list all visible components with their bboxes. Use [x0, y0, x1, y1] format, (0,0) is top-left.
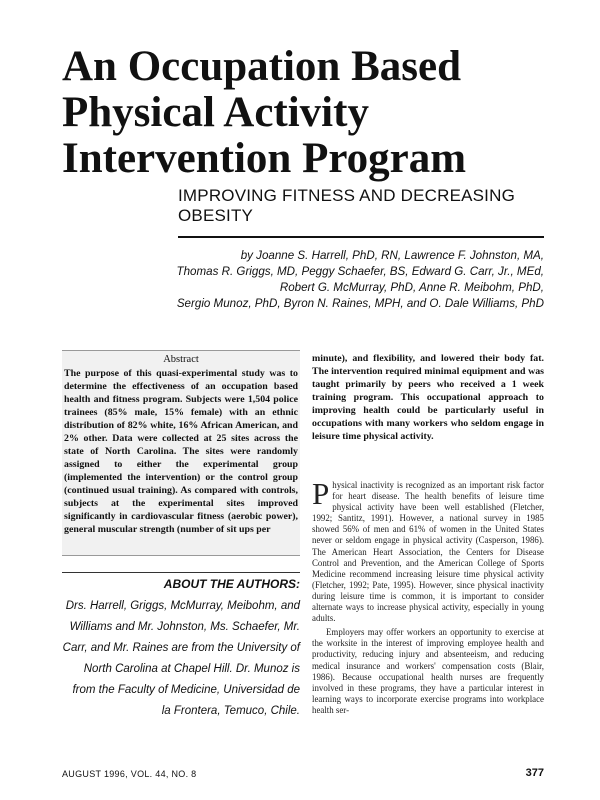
- body-paragraph-text: hysical inactivity is recognized as an important risk factor for heart disease. The health benefits of leisure time physical activity have been well established (Fletcher, 1992; Santitz, 1991). However, a national survey in 1985 showed 56% of men and 61% of women in the United States never or seldom engage in physical activity (Casperson, 1986). The American Heart Association, the Centers for Disease Control and Prevention, and the American College of Sports Medicine recommend increasing leisure time physical activity (Fletcher, 1992; Pate, 1995). However, since physical inactivity during leisure time is common, it is important to consider alternate ways to increase physical activity, especially in young adults.: [312, 480, 544, 624]
- abstract-heading: Abstract: [163, 354, 199, 365]
- article-body: [312, 476, 544, 716]
- article-subtitle: IMPROVING FITNESS AND DECREASING OBESITY: [178, 186, 516, 225]
- author-line: by Joanne S. Harrell, PhD, RN, Lawrence F. Johnston, MA,: [240, 249, 544, 262]
- about-authors-heading: ABOUT THE AUTHORS:: [62, 572, 300, 591]
- abstract-box: [62, 350, 300, 556]
- author-line: Thomas R. Griggs, MD, Peggy Schaefer, BS, Edward G. Carr, Jr., MEd,: [176, 265, 544, 278]
- page-number: 377: [525, 767, 544, 779]
- author-list: [150, 248, 544, 312]
- abstract-text-continued: minute), and flexibility, and lowered their body fat. The intervention required minimal equipment and was taught primarily by peers who received a 1 week training program. This occupational approach to improving health could be particularly useful in occupations with many workers who seldom engage in leisure time physical activity.: [312, 353, 544, 442]
- abstract-text: The purpose of this quasi-experimental study was to determine the effectiveness of an occupation based health and fitness program. Subjects were 1,504 police trainees (85% male, 15% female) with an ethnic distribution of 82% white, 16% African American, and 2% other. Data were collected at 25 sites across the state of North Carolina. The sites were randomly assigned to either the experimental group (implemented the intervention) or the control group (continued usual training). As compared with controls, subjects at the experimental sites improved significantly in cardiovascular fitness (aerobic power), general muscular strength (number of sit ups per: [64, 368, 298, 535]
- author-line: Sergio Munoz, PhD, Byron N. Raines, MPH, and O. Dale Williams, PhD: [176, 297, 544, 310]
- article-title: An Occupation Based Physical Activity Intervention Program: [62, 43, 467, 182]
- drop-cap: P: [312, 476, 330, 511]
- body-paragraph: [312, 476, 544, 624]
- about-authors-text: Drs. Harrell, Griggs, McMurray, Meibohm, and Williams and Mr. Johnston, Ms. Schaefer, Mr. Carr, and Mr. Raines are from the University of North Carolina at Chapel Hill. Dr. Munoz is from the Faculty of Medicine, Universidad de la Frontera, Temuco, Chile.: [62, 600, 300, 717]
- journal-issue: AUGUST 1996, VOL. 44, NO. 8: [62, 769, 197, 779]
- body-paragraph: Employers may offer workers an opportunity to exercise at the worksite in the interest of improving employee health and productivity, reducing injury and absenteeism, and reducing medical insurance and workers' compensation costs (Blair, 1986). Because occupational health nurses are frequently involved in these programs, they have a particular interest in learning ways to incorporate exercise programs into workplace health ser-: [312, 627, 544, 715]
- author-line: Robert G. McMurray, PhD, Anne R. Meibohm, PhD,: [279, 281, 544, 294]
- title-divider: [178, 236, 544, 238]
